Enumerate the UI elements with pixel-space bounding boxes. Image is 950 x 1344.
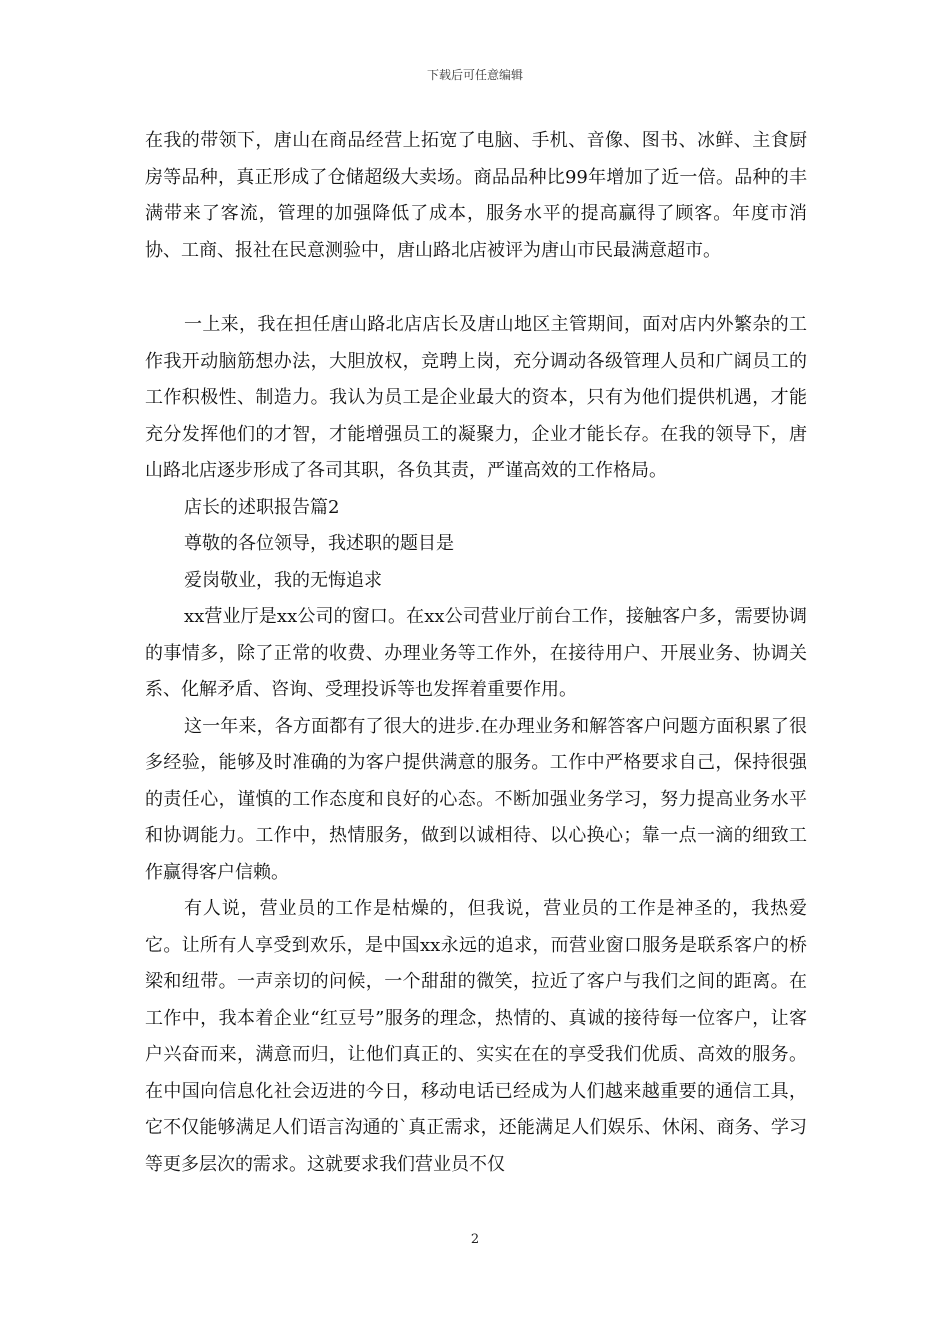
paragraph-1: 在我的带领下，唐山在商品经营上拓宽了电脑、手机、音像、图书、冰鲜、主食厨房等品种，真正形成了仓储超级大卖场。商品品种比99年增加了近一倍。品种的丰满带来了客流，管理的加强降低了成本，服务水平的提高赢得了顾客。年度市消协、工商、报社在民意测验中，唐山路北店被评为唐山市民最满意超市。	[145, 130, 807, 261]
document-body-2	[145, 307, 807, 1183]
speech-title: 爱岗敬业，我的无悔追求	[184, 569, 382, 591]
section-title: 店长的述职报告篇2	[184, 496, 340, 518]
paragraph-3: xx营业厅是xx公司的窗口。在xx公司营业厅前台工作，接触客户多，需要协调的事情多，除了正常的收费、办理业务等工作外，在接待用户、开展业务、协调关系、化解矛盾、咨询、受理投诉等也发挥着重要作用。	[145, 606, 807, 700]
paragraph-2: 一上来，我在担任唐山路北店店长及唐山地区主管期间，面对店内外繁杂的工作我开动脑筋想办法，大胆放权，竞聘上岗，充分调动各级管理人员和广阔员工的工作积极性、制造力。我认为员工是企业最大的资本，只有为他们提供机遇，才能充分发挥他们的才智，才能增强员工的凝聚力，企业才能长存。在我的领导下，唐山路北店逐步形成了各司其职，各负其责，严谨高效的工作格局。	[145, 314, 807, 481]
salutation: 尊敬的各位领导，我述职的题目是	[184, 533, 454, 554]
paragraph-5: 有人说，营业员的工作是枯燥的，但我说，营业员的工作是神圣的，我热爱它。让所有人享受到欢乐，是中国xx永远的追求，而营业窗口服务是联系客户的桥梁和纽带。一声亲切的问候，一个甜甜的微笑，拉近了客户与我们之间的距离。在工作中，我本着企业“红豆号”服务的理念，热情的、真诚的接待每一位客户，让客户兴奋而来，满意而归，让他们真正的、实实在在的享受我们优质、高效的服务。在中国向信息化社会迈进的今日，移动电话已经成为人们越来越重要的通信工具，它不仅能够满足人们语言沟通的`真正需求，还能满足人们娱乐、休闲、商务、学习等更多层次的需求。这就要求我们营业员不仅	[145, 898, 807, 1175]
paragraph-4: 这一年来，各方面都有了很大的进步.在办理业务和解答客户问题方面积累了很多经验，能够及时准确的为客户提供满意的服务。工作中严格要求自己，保持很强的责任心，谨慎的工作态度和良好的心态。不断加强业务学习，努力提高业务水平和协调能力。工作中，热情服务，做到以诚相待、以心换心；靠一点一滴的细致工作赢得客户信赖。	[145, 715, 807, 883]
page-number: 2	[470, 1232, 480, 1247]
document-body	[145, 123, 807, 269]
page-header: 下载后可任意编辑	[426, 68, 523, 82]
